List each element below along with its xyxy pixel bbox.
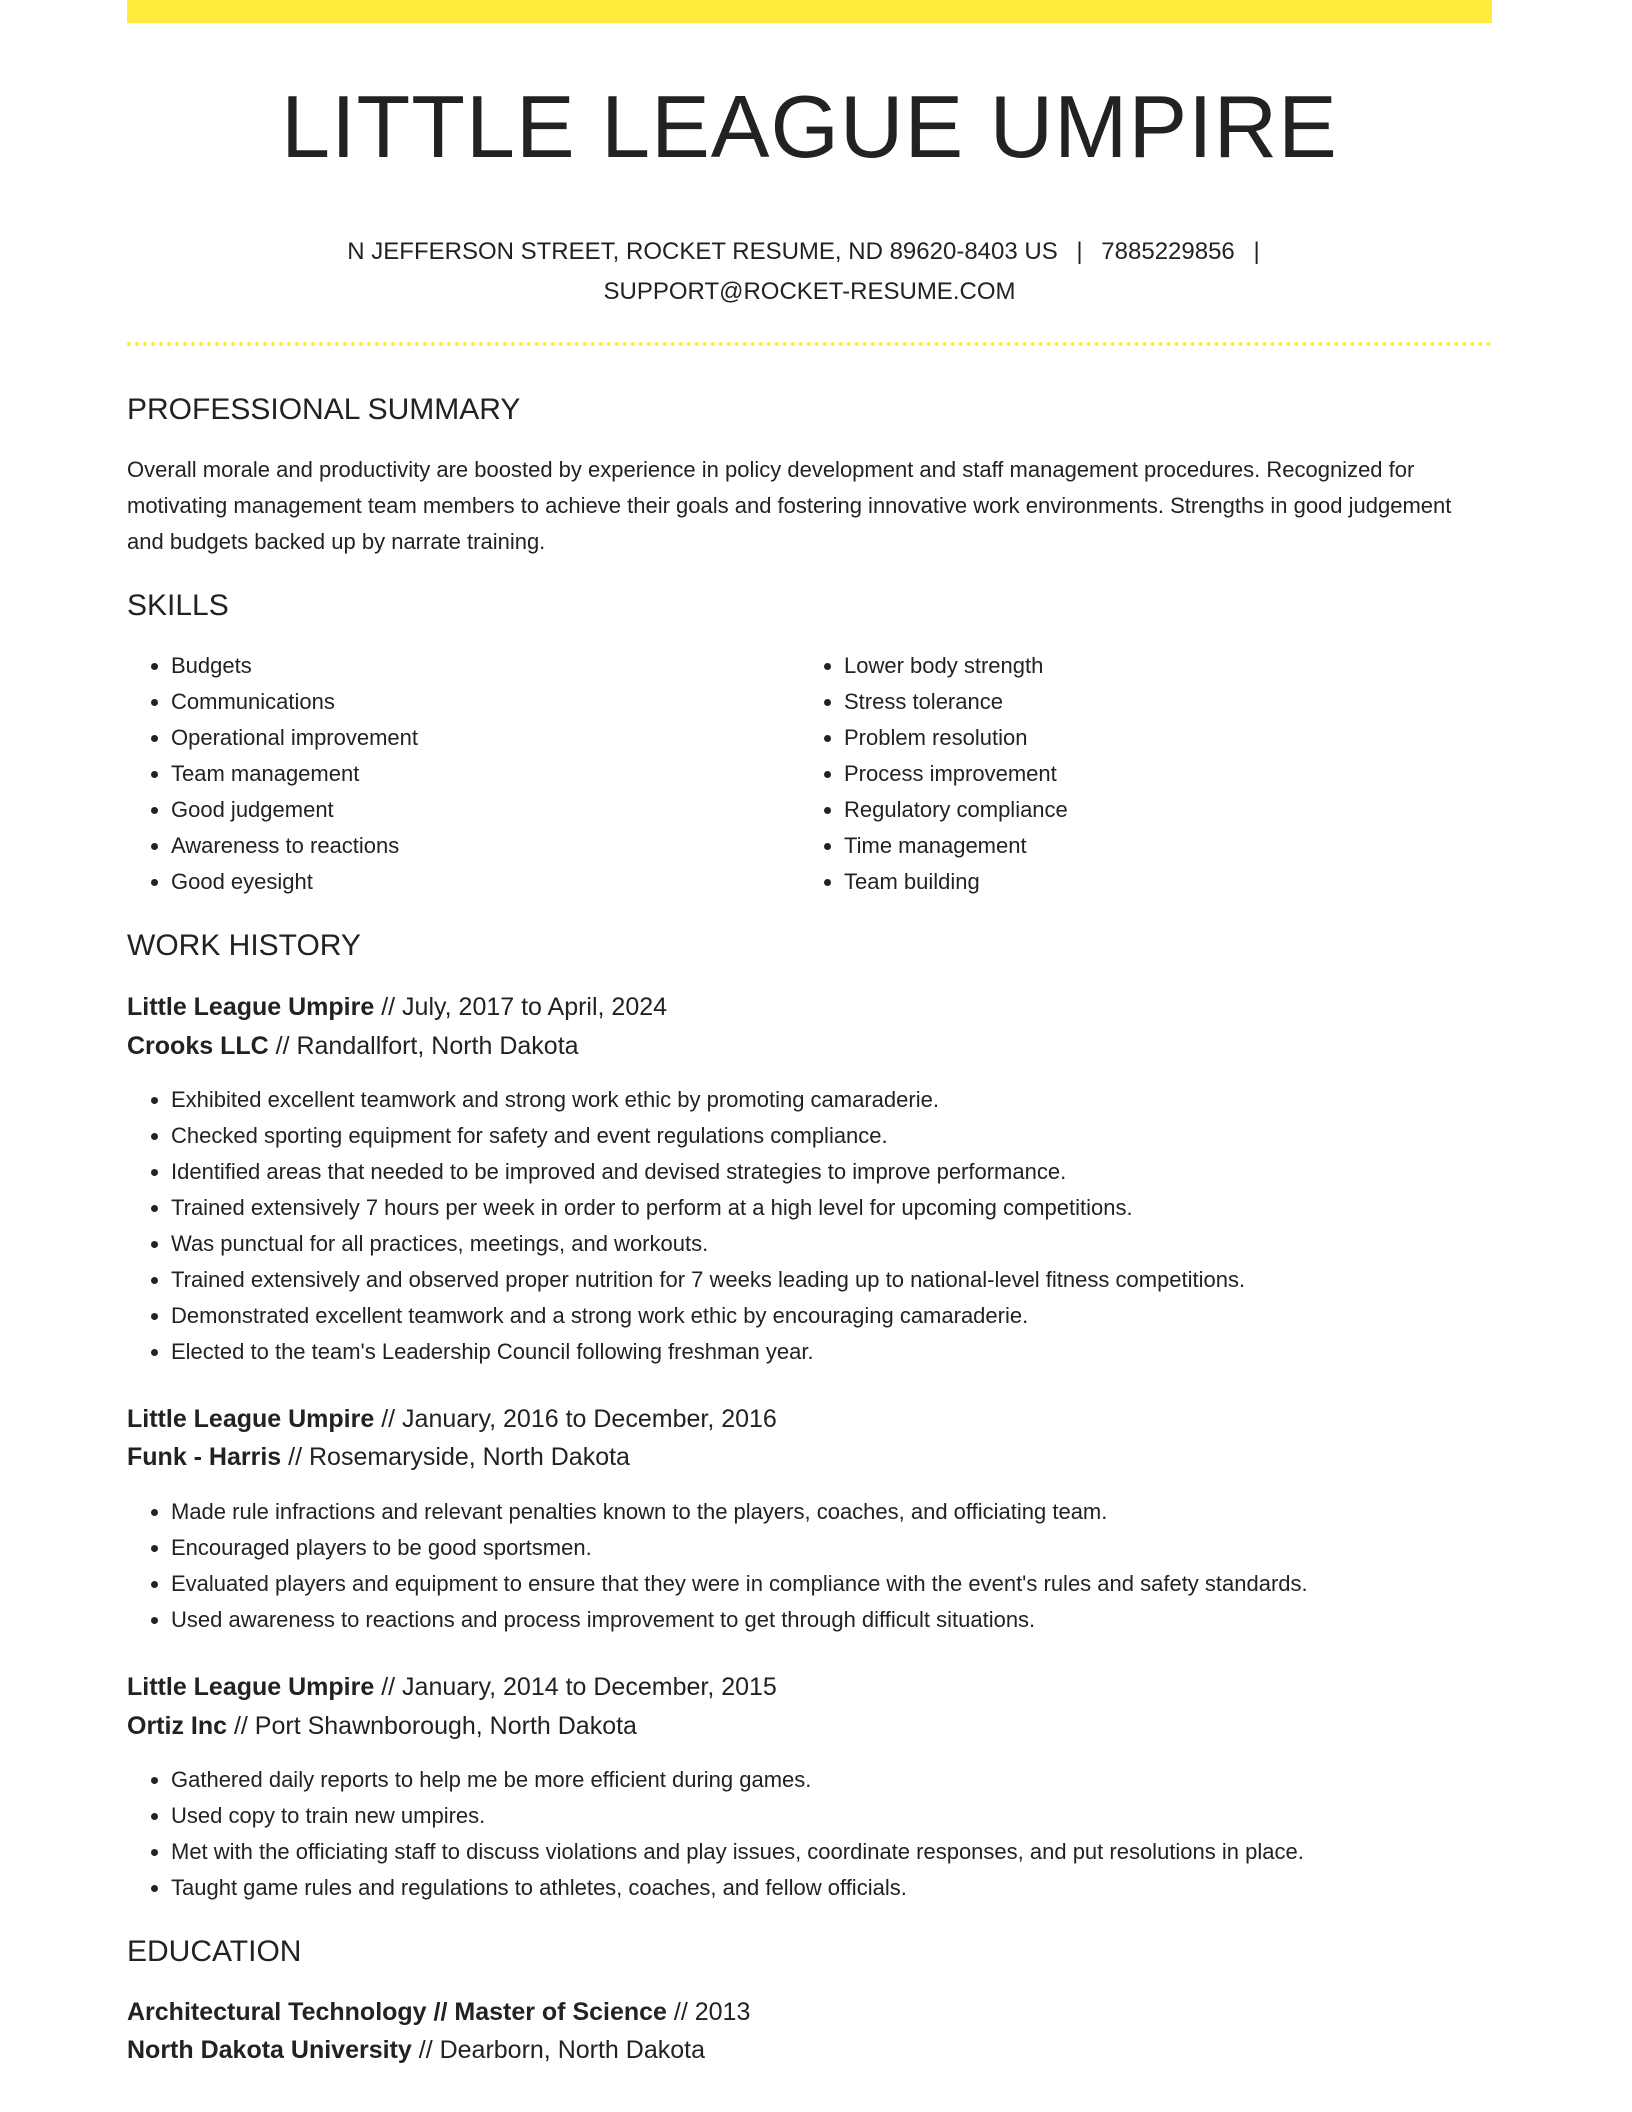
job-duty: • Exhibited excellent teamwork and strong work ethic by promoting camaraderie. [171,1082,1536,1118]
company-location: // Randallfort, North Dakota [268,1032,579,1060]
job-duty: • Encouraged players to be good sportsmen. [171,1530,1536,1566]
skill-item: • Regulatory compliance [844,792,1504,828]
job-duty: • Gathered daily reports to help me be more efficient during games. [171,1762,1536,1798]
skill-item: • Team management [171,756,831,792]
contact-separator: | [1076,238,1083,265]
skill-item: • Communications [171,684,831,720]
school-location: // Dearborn, North Dakota [411,2036,705,2064]
job-duty: • Trained extensively 7 hours per week in order to perform at a high level for upcoming competitions. [171,1190,1536,1226]
job-duty: • Was punctual for all practices, meetings, and workouts. [171,1226,1536,1262]
job-duty: • Met with the officiating staff to discuss violations and play issues, coordinate responses, and put resolutions in place. [171,1834,1536,1870]
job-duty: • Made rule infractions and relevant penalties known to the players, coaches, and officiating team. [171,1494,1536,1530]
skill-item: • Lower body strength [844,648,1504,684]
skills-heading: SKILLS [127,589,229,622]
job-title-line [127,1668,777,1706]
skill-item: • Awareness to reactions [171,828,831,864]
email: SUPPORT@ROCKET-RESUME.COM [603,278,1016,305]
phone: 7885229856 [1101,238,1235,265]
job-dates: // January, 2014 to December, 2015 [374,1673,777,1701]
company-name: Crooks LLC [127,1032,269,1060]
skill-item: • Stress tolerance [844,684,1504,720]
skills-list-left [127,648,831,900]
education-school-line [127,2031,705,2069]
company-name: Funk - Harris [127,1443,282,1471]
job-dates: // January, 2016 to December, 2016 [374,1405,777,1433]
job-dates: // July, 2017 to April, 2024 [374,993,668,1021]
job-company-line [127,1027,579,1065]
company-name: Ortiz Inc [127,1712,228,1740]
job-company-line [127,1438,630,1476]
job-title-line [127,988,667,1026]
summary-text: Overall morale and productivity are boosted by experience in policy development and staff management procedures. Recognized for motivating management team members to achieve their goals and fostering innovative work environments. Strengths in good judgement and budgets backed up by narrate training. [127,457,1452,554]
job-duty: • Demonstrated excellent teamwork and a strong work ethic by encouraging camaraderie. [171,1298,1536,1334]
work-history-heading: WORK HISTORY [127,929,361,962]
job-duties-list [127,1494,1536,1638]
contact-info [307,232,1312,312]
job-duty: • Used copy to train new umpires. [171,1798,1536,1834]
education-degree-line [127,1993,750,2031]
job-title-line [127,1400,777,1438]
job-duty: • Identified areas that needed to be improved and devised strategies to improve performance. [171,1154,1536,1190]
job-title: Little League Umpire [127,993,375,1021]
degree: Architectural Technology // Master of Science [127,1998,667,2026]
job-duty: • Checked sporting equipment for safety and event regulations compliance. [171,1118,1536,1154]
contact-separator: | [1253,238,1260,265]
job-duty: • Evaluated players and equipment to ensure that they were in compliance with the event's rules and safety standards. [171,1566,1536,1602]
top-accent-bar [127,0,1492,23]
skill-item: • Process improvement [844,756,1504,792]
skill-item: • Budgets [171,648,831,684]
skill-item: • Good judgement [171,792,831,828]
company-location: // Rosemaryside, North Dakota [281,1443,630,1471]
job-duty: • Taught game rules and regulations to athletes, coaches, and fellow officials. [171,1870,1536,1906]
job-company-line [127,1707,637,1745]
job-duty: • Trained extensively and observed proper nutrition for 7 weeks leading up to national-level fitness competitions. [171,1262,1536,1298]
job-duty: • Used awareness to reactions and process improvement to get through difficult situations. [171,1602,1536,1638]
graduation-year: // 2013 [666,1998,751,2026]
summary-heading: PROFESSIONAL SUMMARY [127,393,521,426]
company-location: // Port Shawnborough, North Dakota [227,1712,637,1740]
skill-item: • Time management [844,828,1504,864]
dotted-divider [127,342,1492,346]
job-title: Little League Umpire [127,1405,375,1433]
education-heading: EDUCATION [127,1935,302,1968]
address: N JEFFERSON STREET, ROCKET RESUME, ND 89620-8403 US [347,238,1058,265]
resume-name: LITTLE LEAGUE UMPIRE [281,77,1338,176]
job-title: Little League Umpire [127,1673,375,1701]
skill-item: • Good eyesight [171,864,831,900]
job-duty: • Elected to the team's Leadership Council following freshman year. [171,1334,1536,1370]
skill-item: • Team building [844,864,1504,900]
job-duties-list [127,1762,1536,1906]
skill-item: • Problem resolution [844,720,1504,756]
skills-list-right [800,648,1504,900]
skill-item: • Operational improvement [171,720,831,756]
job-duties-list [127,1082,1536,1370]
school-name: North Dakota University [127,2036,412,2064]
